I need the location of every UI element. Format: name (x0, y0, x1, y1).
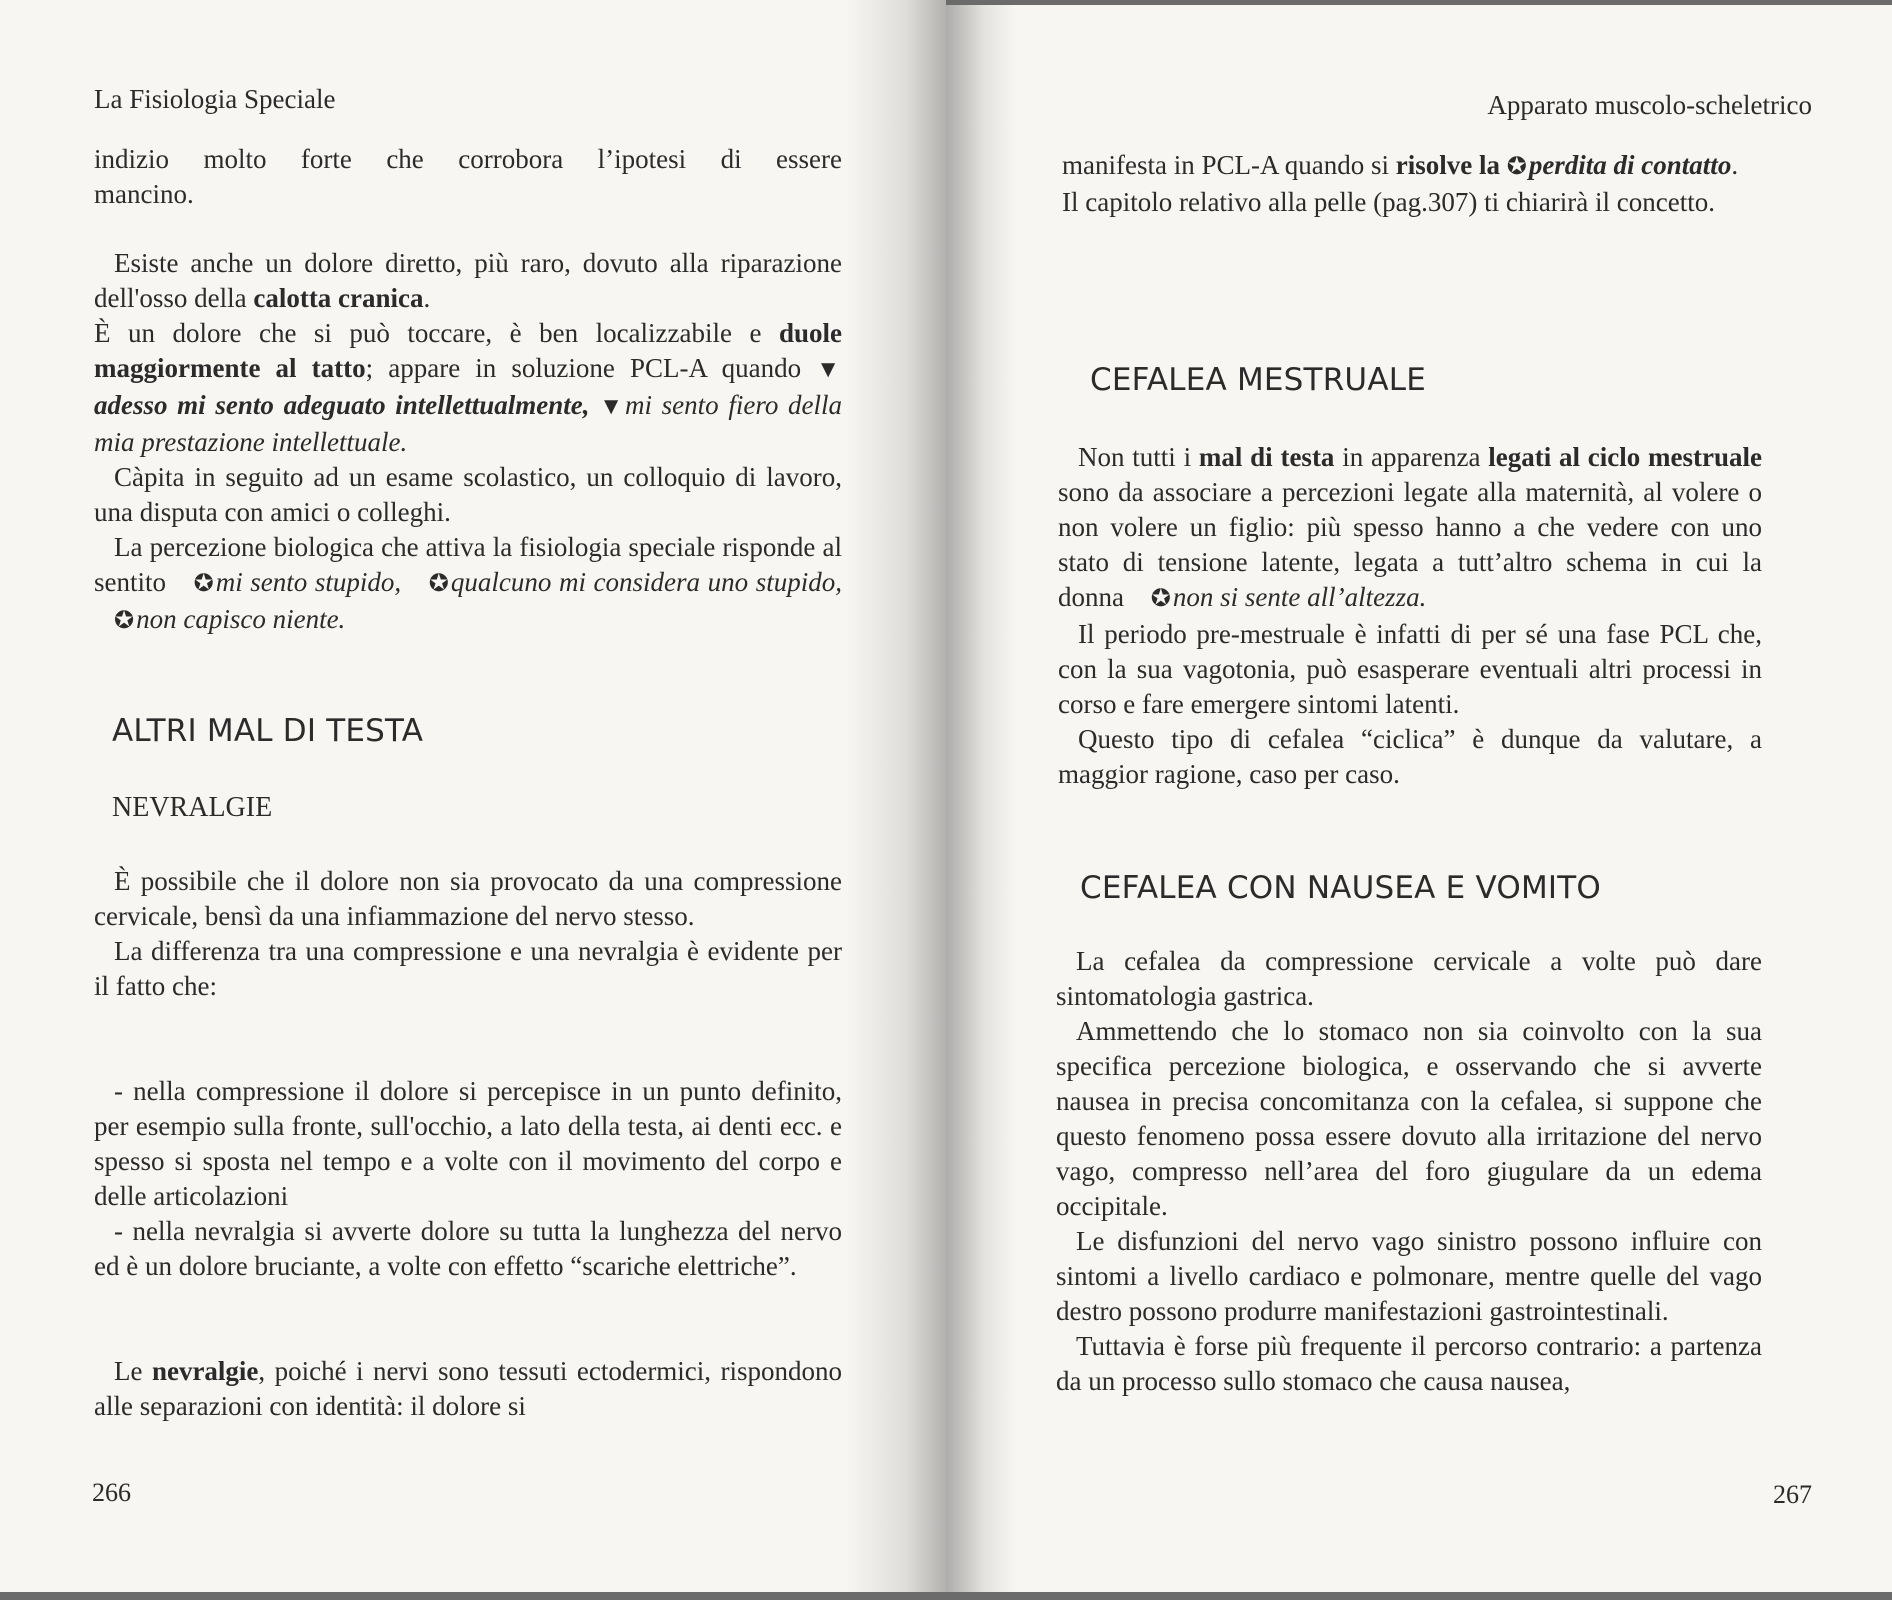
subsection-title-nevralgie: NEVRALGIE (112, 792, 273, 823)
italic-phrase: qualcuno mi considera uno stupido, (450, 567, 842, 597)
paragraph-continuation (94, 142, 842, 212)
bold-italic-phrase: perdita di contatto (1528, 150, 1732, 180)
text-run: La percezione biologica che attiva la fisiologia speciale risponde al sentito (94, 532, 842, 597)
paragraph-text: La cefalea da compressione cervicale a volte può dare sintomatologia gastrica. (1056, 946, 1762, 1011)
star-marker-icon: ✪ (114, 608, 135, 634)
paragraph-text: Il periodo pre-mestruale è infatti di per sé una fase PCL che, con la sua vagotonia, può esasperare eventuali altri processi in corso e fare emergere sintomi latenti. (1058, 619, 1762, 719)
text-run: È un dolore che si può toccare, è ben localizzabile e (94, 318, 779, 348)
running-head-left: La Fisiologia Speciale (94, 84, 336, 114)
italic-phrase: mi sento stupido, (215, 567, 409, 597)
paragraph-text: Ammettendo che lo stomaco non sia coinvolto con la sua specifica percezione biologica, e osservando che si avverte nausea in precisa concomitanza con la cefalea, si suppone che questo fenomeno possa essere dovuto alla irritazione del nervo vago, compresso nell’area del foro giugulare da un edema occipitale. (1056, 1016, 1762, 1221)
star-marker-icon: ✪ (1150, 586, 1171, 612)
text-run: Le (114, 1356, 152, 1386)
star-marker-icon: ✪ (1506, 154, 1527, 180)
right-page (946, 0, 1892, 1600)
triangle-marker-icon: ▼ (599, 394, 623, 420)
scan-edge-top (946, 0, 1892, 5)
list-item: - nella nevralgia si avverte dolore su tutta la lunghezza del nervo ed è un dolore bruciante, a volte con effetto “scariche elettriche”. (94, 1216, 842, 1281)
section-title-cefalea-mestruale: CEFALEA MESTRUALE (1090, 362, 1426, 398)
triangle-marker-icon: ▼ (816, 357, 840, 383)
paragraph-text (94, 530, 842, 639)
italic-phrase: mi sento fiero della mia prestazione intellettuale. (94, 390, 842, 457)
paragraph-text (1058, 440, 1762, 617)
star-marker-icon: ✪ (193, 571, 214, 597)
bold-term: legati al ciclo mestruale (1488, 442, 1762, 472)
paragraph-text: Il capitolo relativo alla pelle (pag.307) ti chiarirà il concetto. (1062, 187, 1715, 217)
scan-edge-bottom (0, 1592, 1892, 1600)
paragraph-contatto (1062, 148, 1762, 220)
paragraph-nevralgie-ectodermici (94, 1354, 842, 1424)
text-run: ; appare in soluzione PCL-A quando (365, 353, 817, 383)
paragraph-text: Tuttavia è forse più frequente il percorso contrario: a partenza da un processo sullo stomaco che causa nausea, (1056, 1331, 1762, 1396)
paragraph-mestruale (1058, 440, 1762, 792)
paragraph-text (94, 316, 842, 460)
text-run: . (1731, 150, 1739, 180)
bold-term: nevralgie (151, 1356, 259, 1386)
list-differences (94, 1074, 842, 1284)
page-number-right: 267 (1773, 1480, 1812, 1509)
paragraph-calotta (94, 246, 842, 639)
text-run: in apparenza (1334, 442, 1489, 472)
paragraph-text: La differenza tra una compressione e una nevralgia è evidente per il fatto che: (94, 936, 842, 1001)
paragraph-text: Questo tipo di cefalea “ciclica” è dunque da valutare, a maggior ragione, caso per caso. (1058, 724, 1762, 789)
italic-phrase: non si sente all’altezza. (1172, 582, 1427, 612)
paragraph-text: È possibile che il dolore non sia provocato da una compressione cervicale, bensì da una infiammazione del nervo stesso. (94, 866, 842, 931)
paragraph-text: Le disfunzioni del nervo vago sinistro possono influire con sintomi a livello cardiaco e polmonare, mentre quelle del vago destro possono produrre manifestazioni gastrointestinali. (1056, 1226, 1762, 1326)
section-title-cefalea-nausea-vomito: CEFALEA CON NAUSEA E VOMITO (1080, 870, 1601, 906)
bold-term: duole maggiormente al tatto (94, 318, 842, 383)
star-marker-icon: ✪ (428, 571, 449, 597)
paragraph-nevralgie (94, 864, 842, 1004)
bold-term: mal di testa (1198, 442, 1335, 472)
text-run: manifesta in PCL-A quando si (1062, 150, 1396, 180)
bold-term: risolve la (1395, 150, 1507, 180)
paragraph-nausea (1056, 944, 1762, 1399)
text-run: , poiché i nervi sono tessuti ectodermici, rispondono alle separazioni con identità: il dolore si (94, 1356, 842, 1421)
paragraph-text: Càpita in seguito ad un esame scolastico, un colloquio di lavoro, una disputa con amici o colleghi. (94, 462, 842, 527)
italic-phrase: non capisco niente. (136, 604, 346, 634)
text-run: Esiste anche un dolore diretto, più raro, dovuto alla riparazione dell'osso della (94, 248, 842, 313)
paragraph-line: indizio molto forte che corrobora l’ipotesi di essere (94, 144, 842, 174)
text-run: sono da associare a percezioni legate alla maternità, al volere o non volere un figlio: più spesso hanno a che vedere con uno stato di tensione latente, legata a tutt’altro schema in cui la donna (1058, 477, 1762, 612)
paragraph-line: mancino. (94, 179, 194, 209)
bold-italic-phrase: adesso mi sento adeguato intellettualmente, (94, 390, 590, 420)
paragraph-text (94, 246, 842, 316)
text-run: Non tutti i (1078, 442, 1199, 472)
text-run: . (423, 283, 431, 313)
list-item: - nella compressione il dolore si percepisce in un punto definito, per esempio sulla fronte, sull'occhio, a lato della testa, ai denti ecc. e spesso si sposta nel tempo e a volte con il movimento del corpo e delle articolazioni (94, 1076, 842, 1211)
running-head-right: Apparato muscolo-scheletrico (1487, 90, 1812, 120)
bold-term: calotta cranica (253, 283, 424, 313)
page-number-left: 266 (92, 1478, 131, 1507)
paragraph-text (94, 1354, 842, 1424)
section-title-altri-mal-di-testa: ALTRI MAL DI TESTA (112, 713, 424, 749)
paragraph-text (1062, 148, 1762, 185)
